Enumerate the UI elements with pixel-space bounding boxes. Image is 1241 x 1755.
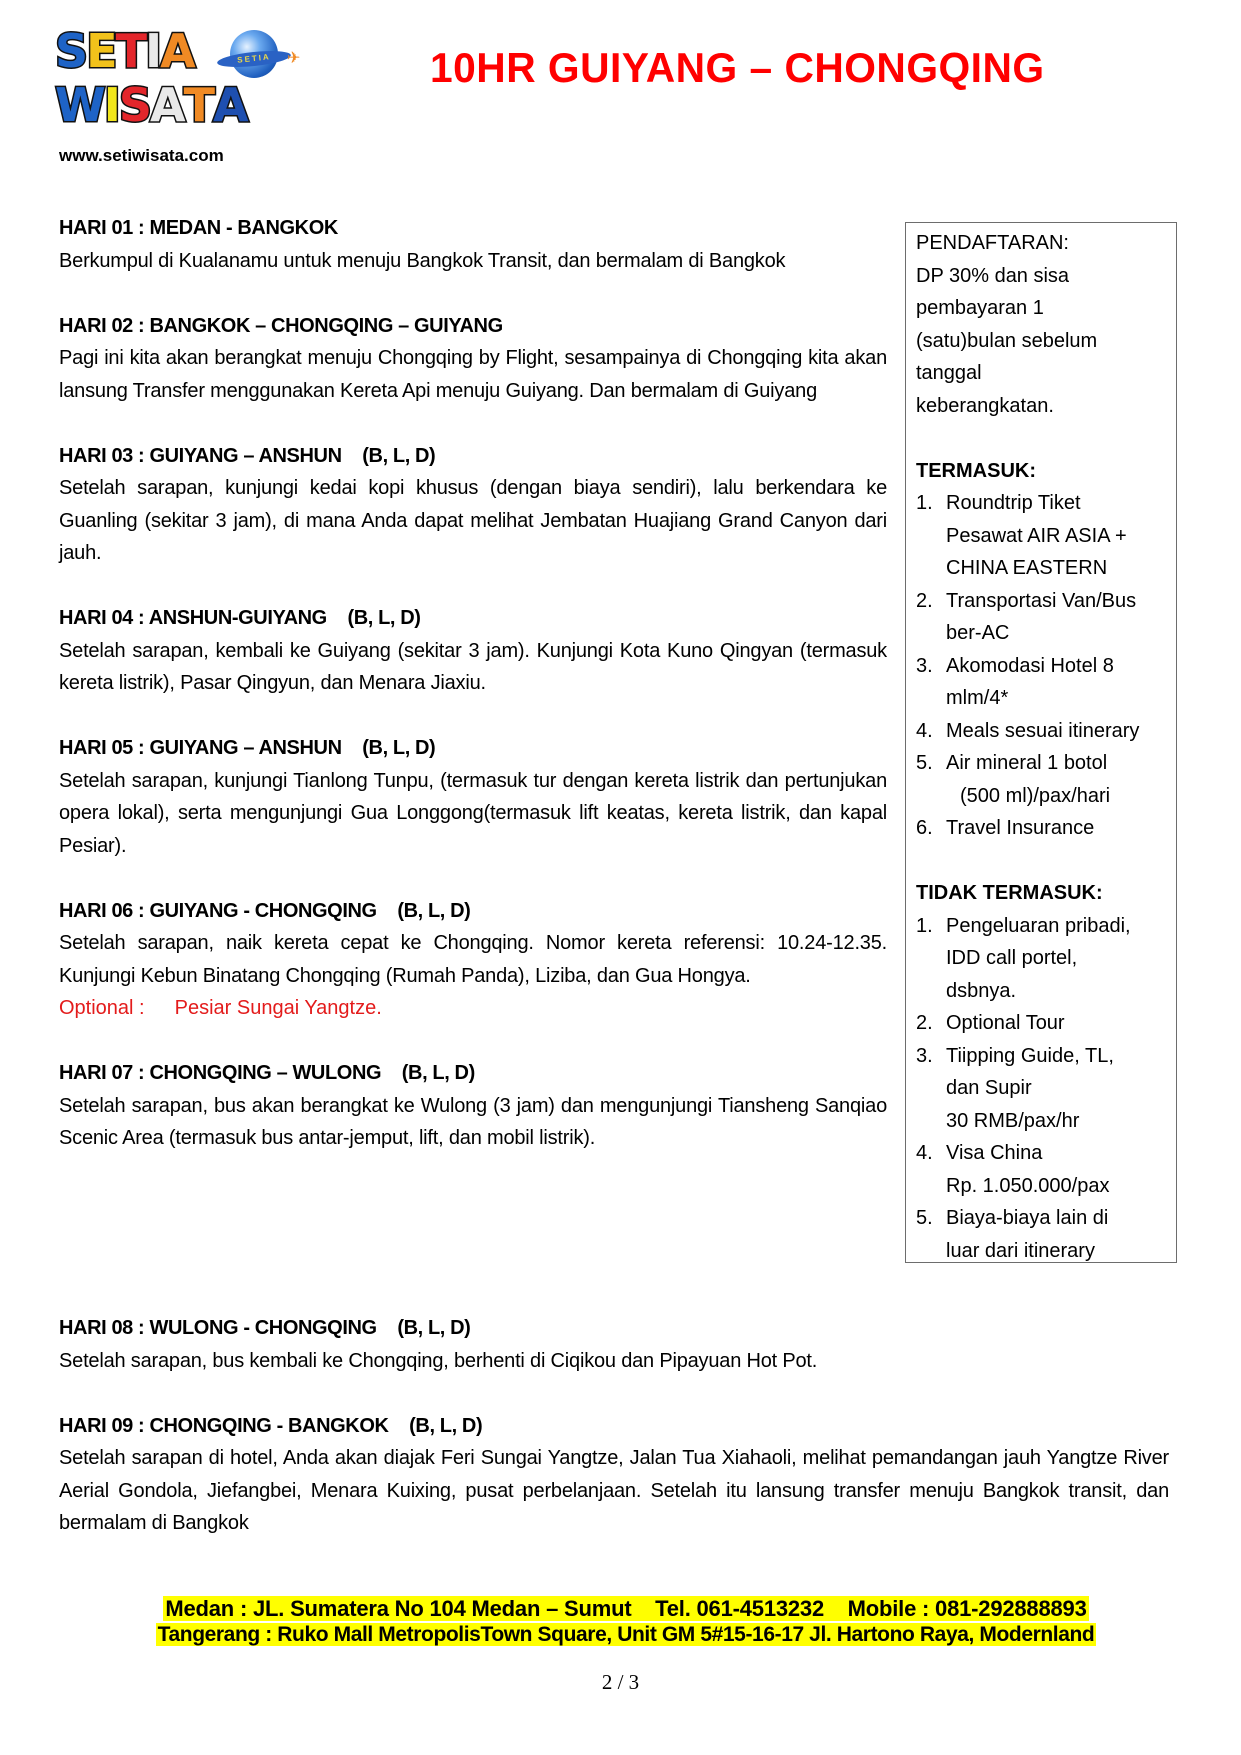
logo-letter: S bbox=[118, 78, 151, 132]
list-item: 4. Visa China Rp. 1.050.000/pax bbox=[916, 1142, 1110, 1197]
registration-line: (satu)bulan sebelum bbox=[916, 329, 1098, 352]
logo-letter: A bbox=[160, 24, 194, 78]
registration-line: DP 30% dan sisa bbox=[916, 264, 1070, 287]
list-item: 2. Transportasi Van/Bus ber-AC bbox=[916, 589, 1137, 644]
day-description: Setelah sarapan, bus kembali ke Chongqing, berhenti di Ciqikou dan Pipayuan Hot Pot. bbox=[59, 1349, 818, 1372]
optional-activity bbox=[59, 992, 887, 1025]
day-title: HARI 03 : GUIYANG – ANSHUN (B, L, D) bbox=[59, 444, 436, 467]
registration-line: keberangkatan. bbox=[916, 394, 1054, 417]
list-item: 2. Optional Tour bbox=[916, 1012, 1065, 1034]
day-title: HARI 08 : WULONG - CHONGQING (B, L, D) bbox=[59, 1317, 471, 1339]
meals-badge: (B, L, D) bbox=[347, 607, 421, 629]
registration-heading: PENDAFTARAN: bbox=[916, 232, 1069, 254]
excluded-heading: TIDAK TERMASUK: bbox=[916, 882, 1103, 904]
day-04 bbox=[59, 602, 887, 700]
day-09 bbox=[59, 1410, 1169, 1540]
list-item: 5. Biaya-biaya lain di luar dari itinerary bbox=[916, 1207, 1109, 1262]
day-01 bbox=[59, 212, 887, 277]
page-title: 10HR GUIYANG – CHONGQING bbox=[430, 44, 1045, 91]
globe-band-text: SETIA bbox=[216, 48, 291, 70]
website-link[interactable]: www.setiwisata.com bbox=[59, 146, 224, 165]
day-description: Setelah sarapan, kunjungi Tianlong Tunpu, (termasuk tur dengan kereta listrik dan pertunjukan opera lokal), serta mengunjungi Gua Longgong(termasuk lift keatas, kereta listrik, dan kapal Pesiar). bbox=[59, 769, 887, 857]
day-title: HARI 07 : CHONGQING – WULONG (B, L, D) bbox=[59, 1062, 475, 1084]
registration-line: pembayaran 1 bbox=[916, 297, 1044, 319]
day-05 bbox=[59, 732, 887, 862]
day-description: Setelah sarapan di hotel, Anda akan diajak Feri Sungai Yangtze, Jalan Tua Xiahaoli, melihat pemandangan jauh Yangtze River Aerial Gondola, Jiefangbei, Menara Kuixing, pusat perbelanjaan. Setelah itu lansung transfer menuju Bangkok transit, dan bermalam di Bangkok bbox=[59, 1447, 1169, 1534]
day-title: HARI 04 : ANSHUN-GUIYANG (B, L, D) bbox=[59, 607, 421, 629]
logo-letter: I bbox=[103, 78, 119, 132]
page-indicator: 2 / 3 bbox=[601, 1670, 640, 1694]
logo-letter: W bbox=[55, 78, 104, 132]
contact-footer bbox=[86, 1596, 1166, 1648]
list-item: 6. Travel Insurance bbox=[916, 817, 1095, 839]
logo-letter: E bbox=[86, 24, 116, 78]
logo-letter: A bbox=[150, 78, 184, 132]
day-08 bbox=[59, 1312, 1169, 1377]
day-description: Setelah sarapan, bus akan berangkat ke Wulong (3 jam) dan mengunjungi Tiansheng Sanqiao Scenic Area (termasuk bus antar-jemput, lift, dan mobil listrik). bbox=[59, 1094, 887, 1149]
meals-badge: (B, L, D) bbox=[409, 1414, 483, 1437]
logo-letter: I bbox=[144, 24, 161, 78]
logo-letter: T bbox=[115, 24, 145, 78]
meals-badge: (B, L, D) bbox=[397, 899, 471, 922]
day-description: Setelah sarapan, kunjungi kedai kopi khusus (dengan biaya sendiri), lalu berkendara ke Guanling (sekitar 3 jam), di mana Anda dapat melihat Jembatan Huajiang Grand Canyon dari jauh. bbox=[59, 477, 887, 564]
day-title: HARI 01 : MEDAN - BANGKOK bbox=[59, 217, 338, 239]
included-list bbox=[916, 487, 1168, 845]
logo-line-setia bbox=[55, 24, 194, 78]
day-07 bbox=[59, 1057, 887, 1155]
meals-badge: (B, L, D) bbox=[362, 444, 436, 467]
logo-letter: A bbox=[213, 78, 247, 132]
list-item: 3. Tiipping Guide, TL, dan Supir 30 RMB/pax/hr bbox=[916, 1044, 1114, 1132]
logo-line-wisata bbox=[55, 78, 247, 132]
list-item: 3. Akomodasi Hotel 8 mlm/4* bbox=[916, 654, 1114, 709]
tangerang-address: Tangerang : Ruko Mall MetropolisTown Square, Unit GM 5#15-16-17 Jl. Hartono Raya, Modernland bbox=[157, 1623, 1095, 1646]
day-02 bbox=[59, 310, 887, 408]
company-logo bbox=[55, 24, 301, 139]
included-heading: TERMASUK: bbox=[916, 459, 1036, 482]
optional-text: Pesiar Sungai Yangtze. bbox=[174, 997, 382, 1019]
day-title: HARI 02 : BANGKOK – CHONGQING – GUIYANG bbox=[59, 314, 503, 337]
list-item: 1. Pengeluaran pribadi, IDD call portel, dsbnya. bbox=[916, 914, 1131, 1002]
list-item: 4. Meals sesuai itinerary bbox=[916, 719, 1140, 742]
list-item: 5. Air mineral 1 botol (500 ml)/pax/hari bbox=[916, 752, 1111, 807]
medan-address: Medan : JL. Sumatera No 104 Medan – Sumut Tel. 061-4513232 Mobile : 081-292888893 bbox=[165, 1596, 1087, 1621]
registration-line: tanggal bbox=[916, 362, 982, 384]
itinerary-narrow bbox=[59, 212, 887, 1187]
excluded-list bbox=[916, 910, 1168, 1268]
logo-letter: T bbox=[183, 78, 214, 132]
day-description: Pagi ini kita akan berangkat menuju Chongqing by Flight, sesampainya di Chongqing kita akan lansung Transfer menggunakan Kereta Api menuju Guiyang. Dan bermalam di Guiyang bbox=[59, 347, 887, 402]
airplane-icon: ✈ bbox=[287, 50, 301, 67]
day-description: Setelah sarapan, naik kereta cepat ke Chongqing. Nomor kereta referensi: 10.24-12.35. Kunjungi Kebun Binatang Chongqing (Rumah Panda), Liziba, dan Gua Hongya. bbox=[59, 932, 887, 987]
meals-badge: (B, L, D) bbox=[362, 737, 436, 759]
day-title: HARI 05 : GUIYANG – ANSHUN (B, L, D) bbox=[59, 737, 436, 759]
meals-badge: (B, L, D) bbox=[401, 1062, 475, 1084]
day-03 bbox=[59, 440, 887, 570]
meals-badge: (B, L, D) bbox=[397, 1317, 471, 1339]
list-item: 1. Roundtrip Tiket Pesawat AIR ASIA + CHINA EASTERN bbox=[916, 492, 1127, 579]
info-box bbox=[905, 222, 1177, 1263]
day-description: Setelah sarapan, kembali ke Guiyang (sekitar 3 jam). Kunjungi Kota Kuno Qingyan (termasuk kereta listrik), Pasar Qingyun, dan Menara Jiaxiu. bbox=[59, 639, 887, 694]
optional-label: Optional : bbox=[59, 997, 145, 1019]
itinerary-wide bbox=[59, 1312, 1169, 1572]
day-description: Berkumpul di Kualanamu untuk menuju Bangkok Transit, dan bermalam di Bangkok bbox=[59, 249, 786, 272]
logo-letter: S bbox=[55, 24, 87, 78]
day-title: HARI 06 : GUIYANG - CHONGQING (B, L, D) bbox=[59, 899, 471, 922]
day-06 bbox=[59, 895, 887, 1025]
day-title: HARI 09 : CHONGQING - BANGKOK (B, L, D) bbox=[59, 1414, 483, 1437]
